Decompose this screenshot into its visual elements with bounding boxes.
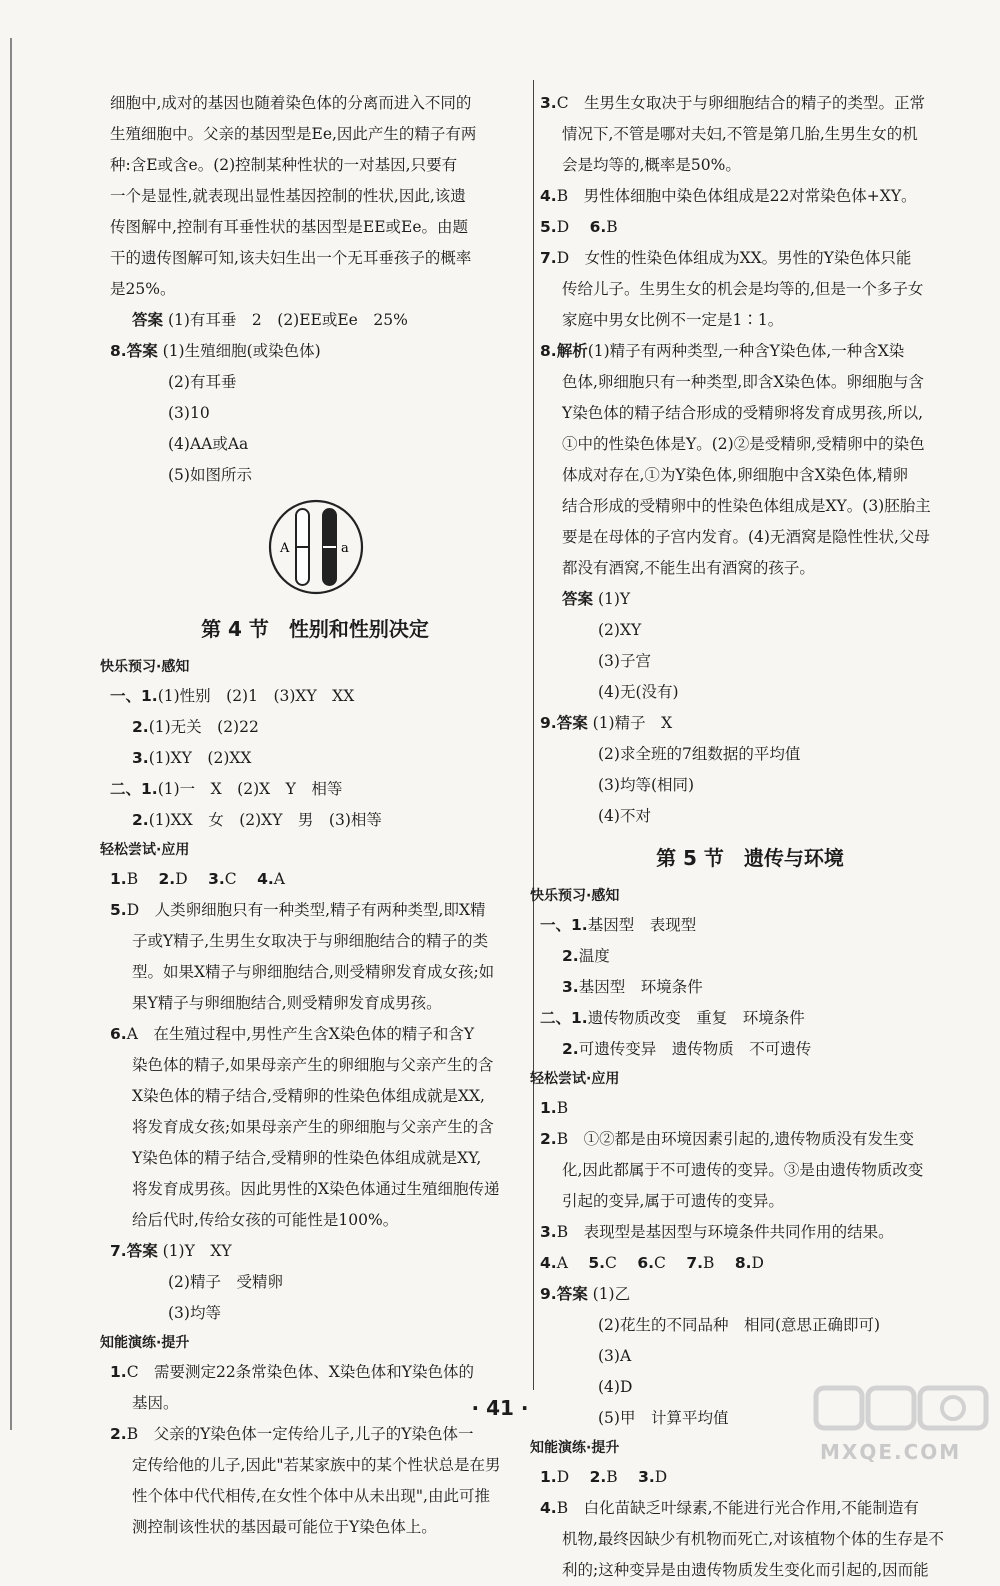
answer-text: (1)Y XY [162, 1242, 232, 1260]
text-line: 传图解中,控制有耳垂性状的基因型是EE或Ee。由题 [110, 218, 469, 236]
text-line: 机物,最终因缺少有机物而死亡,对该植物个体的生存是不 [562, 1530, 944, 1548]
left-column [100, 88, 520, 1543]
text-line: 利的;这种变异是由遗传物质发生变化而引起的,因而能 [562, 1561, 929, 1579]
answer-line [540, 336, 960, 367]
answer-text: (1)精子 X [592, 714, 673, 732]
answer-text: D [556, 218, 585, 236]
question-number: 4. [540, 1254, 557, 1272]
text-line: 色体,卵细胞只有一种类型,即含X染色体。卵细胞与含 [562, 373, 924, 391]
watermark-text: MXQE.COM [820, 1440, 962, 1464]
text-line: 都没有酒窝,不能生出有酒窝的孩子。 [562, 559, 815, 577]
page-number: · 41 · [471, 1396, 529, 1420]
answer-text: (1)生殖细胞(或染色体) [162, 342, 321, 360]
subsection-title: 知能演练·提升 [100, 1335, 190, 1351]
text-line: 给后代时,传给女孩的可能性是100%。 [132, 1211, 399, 1229]
text-line: 引起的变异,属于可遗传的变异。 [562, 1192, 784, 1210]
text-line: X染色体的精子结合,受精卵的性染色体组成就是XX, [132, 1087, 485, 1105]
answer-text: C [224, 870, 253, 888]
answer-line [540, 1034, 960, 1065]
question-number: 5. [540, 218, 557, 236]
text-line: 会是均等的,概率是50%。 [562, 156, 741, 174]
question-number: 6. [110, 1025, 127, 1043]
answer-text: D 女性的性染色体组成为XX。男性的Y染色体只能 [556, 249, 912, 267]
answer-item: (2)有耳垂 [168, 373, 237, 391]
question-number: 4. [257, 870, 274, 888]
answer-text: B 表现型是基因型与环境条件共同作用的结果。 [556, 1223, 894, 1241]
question-number: 4. [540, 1499, 557, 1517]
text-line: 染色体的精子,如果母亲产生的卵细胞与父亲产生的含 [132, 1056, 494, 1074]
text-line: 一个是显性,就表现出显性基因控制的性状,因此,该遗 [110, 187, 466, 205]
answer-line [540, 243, 960, 274]
text-line: 将发育成女孩;如果母亲产生的卵细胞与父亲产生的含 [132, 1118, 494, 1136]
question-number: 一、1. [540, 916, 588, 934]
question-number: 二、1. [540, 1009, 588, 1027]
question-number: 4. [540, 187, 557, 205]
question-8 [110, 336, 520, 367]
text-line: 是25%。 [110, 280, 176, 298]
text-line: 情况下,不管是哪对夫妇,不管是第几胎,生男生女的机 [562, 125, 918, 143]
question-number: 1. [540, 1099, 557, 1117]
question-number: 2. [132, 718, 149, 736]
question-number: 二、1. [110, 780, 158, 798]
text-line: 家庭中男女比例不一定是1∶1。 [562, 311, 784, 329]
answer-line [540, 212, 960, 243]
question-number: 3. [540, 94, 557, 112]
answer-line [540, 708, 960, 739]
answer-text: (1)乙 [592, 1285, 631, 1303]
answer-text: 可遗传变异 遗传物质 不可遗传 [578, 1040, 812, 1058]
answer-label: 答案 [556, 1285, 588, 1303]
answer-line [540, 941, 960, 972]
answer-text: B 男性体细胞中染色体组成是22对常染色体+XY。 [556, 187, 917, 205]
text-line: 测控制该性状的基因最可能位于Y染色体上。 [132, 1518, 437, 1536]
text-line: 定传给他的儿子,因此"若某家族中的某个性状总是在男 [132, 1456, 501, 1474]
answer-text: C 生男生女取决于与卵细胞结合的精子的类型。正常 [556, 94, 926, 112]
question-number: 1. [540, 1468, 557, 1486]
answer-text: B [556, 1099, 569, 1117]
answer-line [110, 712, 520, 743]
answer-text: 遗传物质改变 重复 环境条件 [587, 1009, 805, 1027]
question-number: 7. [686, 1254, 704, 1272]
text-line: Y染色体的精子结合形成的受精卵将发育成男孩,所以, [562, 404, 924, 422]
answer-line [540, 1124, 960, 1155]
answer-line [540, 584, 960, 615]
answer-text: D [175, 870, 204, 888]
question-number: 8. [110, 342, 127, 360]
answer-line [540, 1217, 960, 1248]
answer-text: B [703, 1254, 730, 1272]
allele-label-left: A [280, 541, 290, 556]
answer-item: (5)如图所示 [168, 466, 252, 484]
answer-line [540, 910, 960, 941]
question-number: 6. [589, 218, 607, 236]
answer-item: (4)无(没有) [598, 683, 679, 701]
answer-label: 答案 [556, 714, 588, 732]
text-line: Y染色体的精子结合,受精卵的性染色体组成就是XY, [132, 1149, 482, 1167]
answer-text: 基因型 环境条件 [578, 978, 703, 996]
answer-text: D [654, 1468, 668, 1486]
question-number: 1. [110, 1363, 127, 1381]
answer-text: B [126, 870, 154, 888]
answer-line [110, 1419, 520, 1450]
answer-line [110, 864, 520, 895]
section-title: 第 5 节 遗传与环境 [656, 846, 844, 870]
analysis-label: 解析 [556, 342, 588, 360]
answer-text: (1)XX 女 (2)XY 男 (3)相等 [148, 811, 382, 829]
answer-text: (1)无关 (2)22 [148, 718, 259, 736]
answer-line [540, 88, 960, 119]
answer-item: (3)10 [168, 404, 210, 422]
question-number: 3. [540, 1223, 557, 1241]
answer-item: (4)不对 [598, 807, 651, 825]
answer-text: (1)有耳垂 2 (2)EE或Ee 25% [167, 311, 408, 329]
text-line: ①中的性染色体是Y。(2)②是受精卵,受精卵中的染色 [562, 435, 925, 453]
answer-line [110, 774, 520, 805]
text-line: 体成对存在,①为Y染色体,卵细胞中含X染色体,精卵 [562, 466, 909, 484]
right-column [530, 88, 960, 1586]
answer-text: D [751, 1254, 764, 1272]
chromosome-figure [110, 491, 520, 603]
answer-text: D [556, 1468, 585, 1486]
answer-text: (1)一 X (2)X Y 相等 [157, 780, 343, 798]
subsection-title: 轻松尝试·应用 [530, 1071, 620, 1087]
answer-text: (1)精子有两种类型,一种含Y染色体,一种含X染 [587, 342, 905, 360]
answer-item: (4)D [598, 1378, 633, 1396]
question-number: 5. [588, 1254, 606, 1272]
question-number: 7. [540, 249, 557, 267]
answer-label: 答案 [126, 1242, 158, 1260]
page-edge-line [10, 38, 12, 1430]
answer-text: 基因型 表现型 [587, 916, 697, 934]
answer-text: (1)XY (2)XX [148, 749, 252, 767]
text-line: 将发育成男孩。因此男性的X染色体通过生殖细胞传递 [132, 1180, 500, 1198]
subsection-title: 快乐预习·感知 [530, 888, 620, 904]
answer-line [540, 1003, 960, 1034]
question-number: 2. [540, 1130, 557, 1148]
question-number: 8. [540, 342, 557, 360]
answer-line [540, 181, 960, 212]
answer-text: C 需要测定22条常染色体、X染色体和Y染色体的 [126, 1363, 475, 1381]
question-number: 2. [562, 1040, 579, 1058]
question-number: 8. [734, 1254, 752, 1272]
answer-item: (3)A [598, 1347, 632, 1365]
answer-text: A [556, 1254, 584, 1272]
answer-item: (3)均等(相同) [598, 776, 695, 794]
answer-line [110, 743, 520, 774]
text-line: 性个体中代代相传,在女性个体中从未出现",由此可推 [132, 1487, 490, 1505]
column-divider [533, 80, 534, 1390]
answer-line [110, 1357, 520, 1388]
allele-label-right: a [341, 541, 349, 556]
answer-text: A [273, 870, 285, 888]
question-number: 3. [208, 870, 225, 888]
text-line: 结合形成的受精卵中的性染色体组成是XY。(3)胚胎主 [562, 497, 931, 515]
question-number: 3. [132, 749, 149, 767]
answer-line [540, 972, 960, 1003]
question-number: 9. [540, 1285, 557, 1303]
question-number: 6. [637, 1254, 655, 1272]
question-number: 3. [562, 978, 579, 996]
answer-label: 答案 [132, 311, 164, 329]
question-number: 一、1. [110, 687, 158, 705]
answer-line [540, 1493, 960, 1524]
text-line: 型。如果X精子与卵细胞结合,则受精卵发育成女孩;如 [132, 963, 495, 981]
answer-text: D 人类卵细胞只有一种类型,精子有两种类型,即X精 [126, 901, 486, 919]
answer-text: A 在生殖过程中,男性产生含X染色体的精子和含Y [126, 1025, 475, 1043]
answer-item: (5)甲 计算平均值 [598, 1409, 729, 1427]
text-line: 种:含E或含e。(2)控制某种性状的一对基因,只要有 [110, 156, 458, 174]
answer-text: B 白化苗缺乏叶绿素,不能进行光合作用,不能制造有 [556, 1499, 919, 1517]
text-line: 生殖细胞中。父亲的基因型是Ee,因此产生的精子有两 [110, 125, 477, 143]
answer-item: (2)求全班的7组数据的平均值 [598, 745, 801, 763]
answer-label: 答案 [562, 590, 594, 608]
subsection-title: 快乐预习·感知 [100, 659, 190, 675]
answer-line [540, 1248, 960, 1279]
text-line: 要是在母体的子宫内发育。(4)无酒窝是隐性性状,父母 [562, 528, 930, 546]
answer-line [110, 805, 520, 836]
answer-line [110, 305, 520, 336]
answer-item: (4)AA或Aa [168, 435, 249, 453]
question-number: 3. [638, 1468, 655, 1486]
question-number: 2. [158, 870, 176, 888]
answer-text: (1)性别 (2)1 (3)XY XX [157, 687, 355, 705]
answer-text: B [606, 1468, 634, 1486]
answer-line [540, 1279, 960, 1310]
answer-label: 答案 [126, 342, 158, 360]
answer-item: (3)均等 [168, 1304, 221, 1322]
subsection-title: 轻松尝试·应用 [100, 842, 190, 858]
question-number: 2. [132, 811, 149, 829]
subsection-title: 知能演练·提升 [530, 1440, 620, 1456]
answer-line [110, 681, 520, 712]
answer-text: C [605, 1254, 633, 1272]
answer-text: B ①②都是由环境因素引起的,遗传物质没有发生变 [556, 1130, 915, 1148]
question-number: 2. [110, 1425, 127, 1443]
question-number: 2. [589, 1468, 607, 1486]
text-line: 基因。 [132, 1394, 179, 1412]
section-title: 第 4 节 性别和性别决定 [201, 617, 429, 641]
text-line: 子或Y精子,生男生女取决于与卵细胞结合的精子的类 [132, 932, 489, 950]
question-number: 1. [110, 870, 127, 888]
answer-item: (3)子宫 [598, 652, 651, 670]
answer-item: (2)XY [598, 621, 642, 639]
text-line: 果Y精子与卵细胞结合,则受精卵发育成男孩。 [132, 994, 442, 1012]
text-line: 传给儿子。生男生女的机会是均等的,但是一个多子女 [562, 280, 924, 298]
answer-text: (1)Y [597, 590, 631, 608]
answer-item: (2)花生的不同品种 相同(意思正确即可) [598, 1316, 881, 1334]
chromosome-pair-diagram [110, 491, 520, 603]
text-line: 细胞中,成对的基因也随着染色体的分离而进入不同的 [110, 94, 472, 112]
answer-text: C [654, 1254, 682, 1272]
answer-line [110, 1019, 520, 1050]
question-number: 7. [110, 1242, 127, 1260]
answer-line [110, 895, 520, 926]
answer-item: (2)精子 受精卵 [168, 1273, 283, 1291]
answer-text: B 父亲的Y染色体一定传给儿子,儿子的Y染色体一 [126, 1425, 474, 1443]
text-line: 干的遗传图解可知,该夫妇生出一个无耳垂孩子的概率 [110, 249, 472, 267]
question-number: 9. [540, 714, 557, 732]
question-number: 5. [110, 901, 127, 919]
question-number: 2. [562, 947, 579, 965]
answer-line [540, 1093, 960, 1124]
answer-line [110, 1236, 520, 1267]
answer-text: B [606, 218, 618, 236]
answer-text: 温度 [578, 947, 610, 965]
text-line: 化,因此都属于不可遗传的变异。③是由遗传物质改变 [562, 1161, 924, 1179]
